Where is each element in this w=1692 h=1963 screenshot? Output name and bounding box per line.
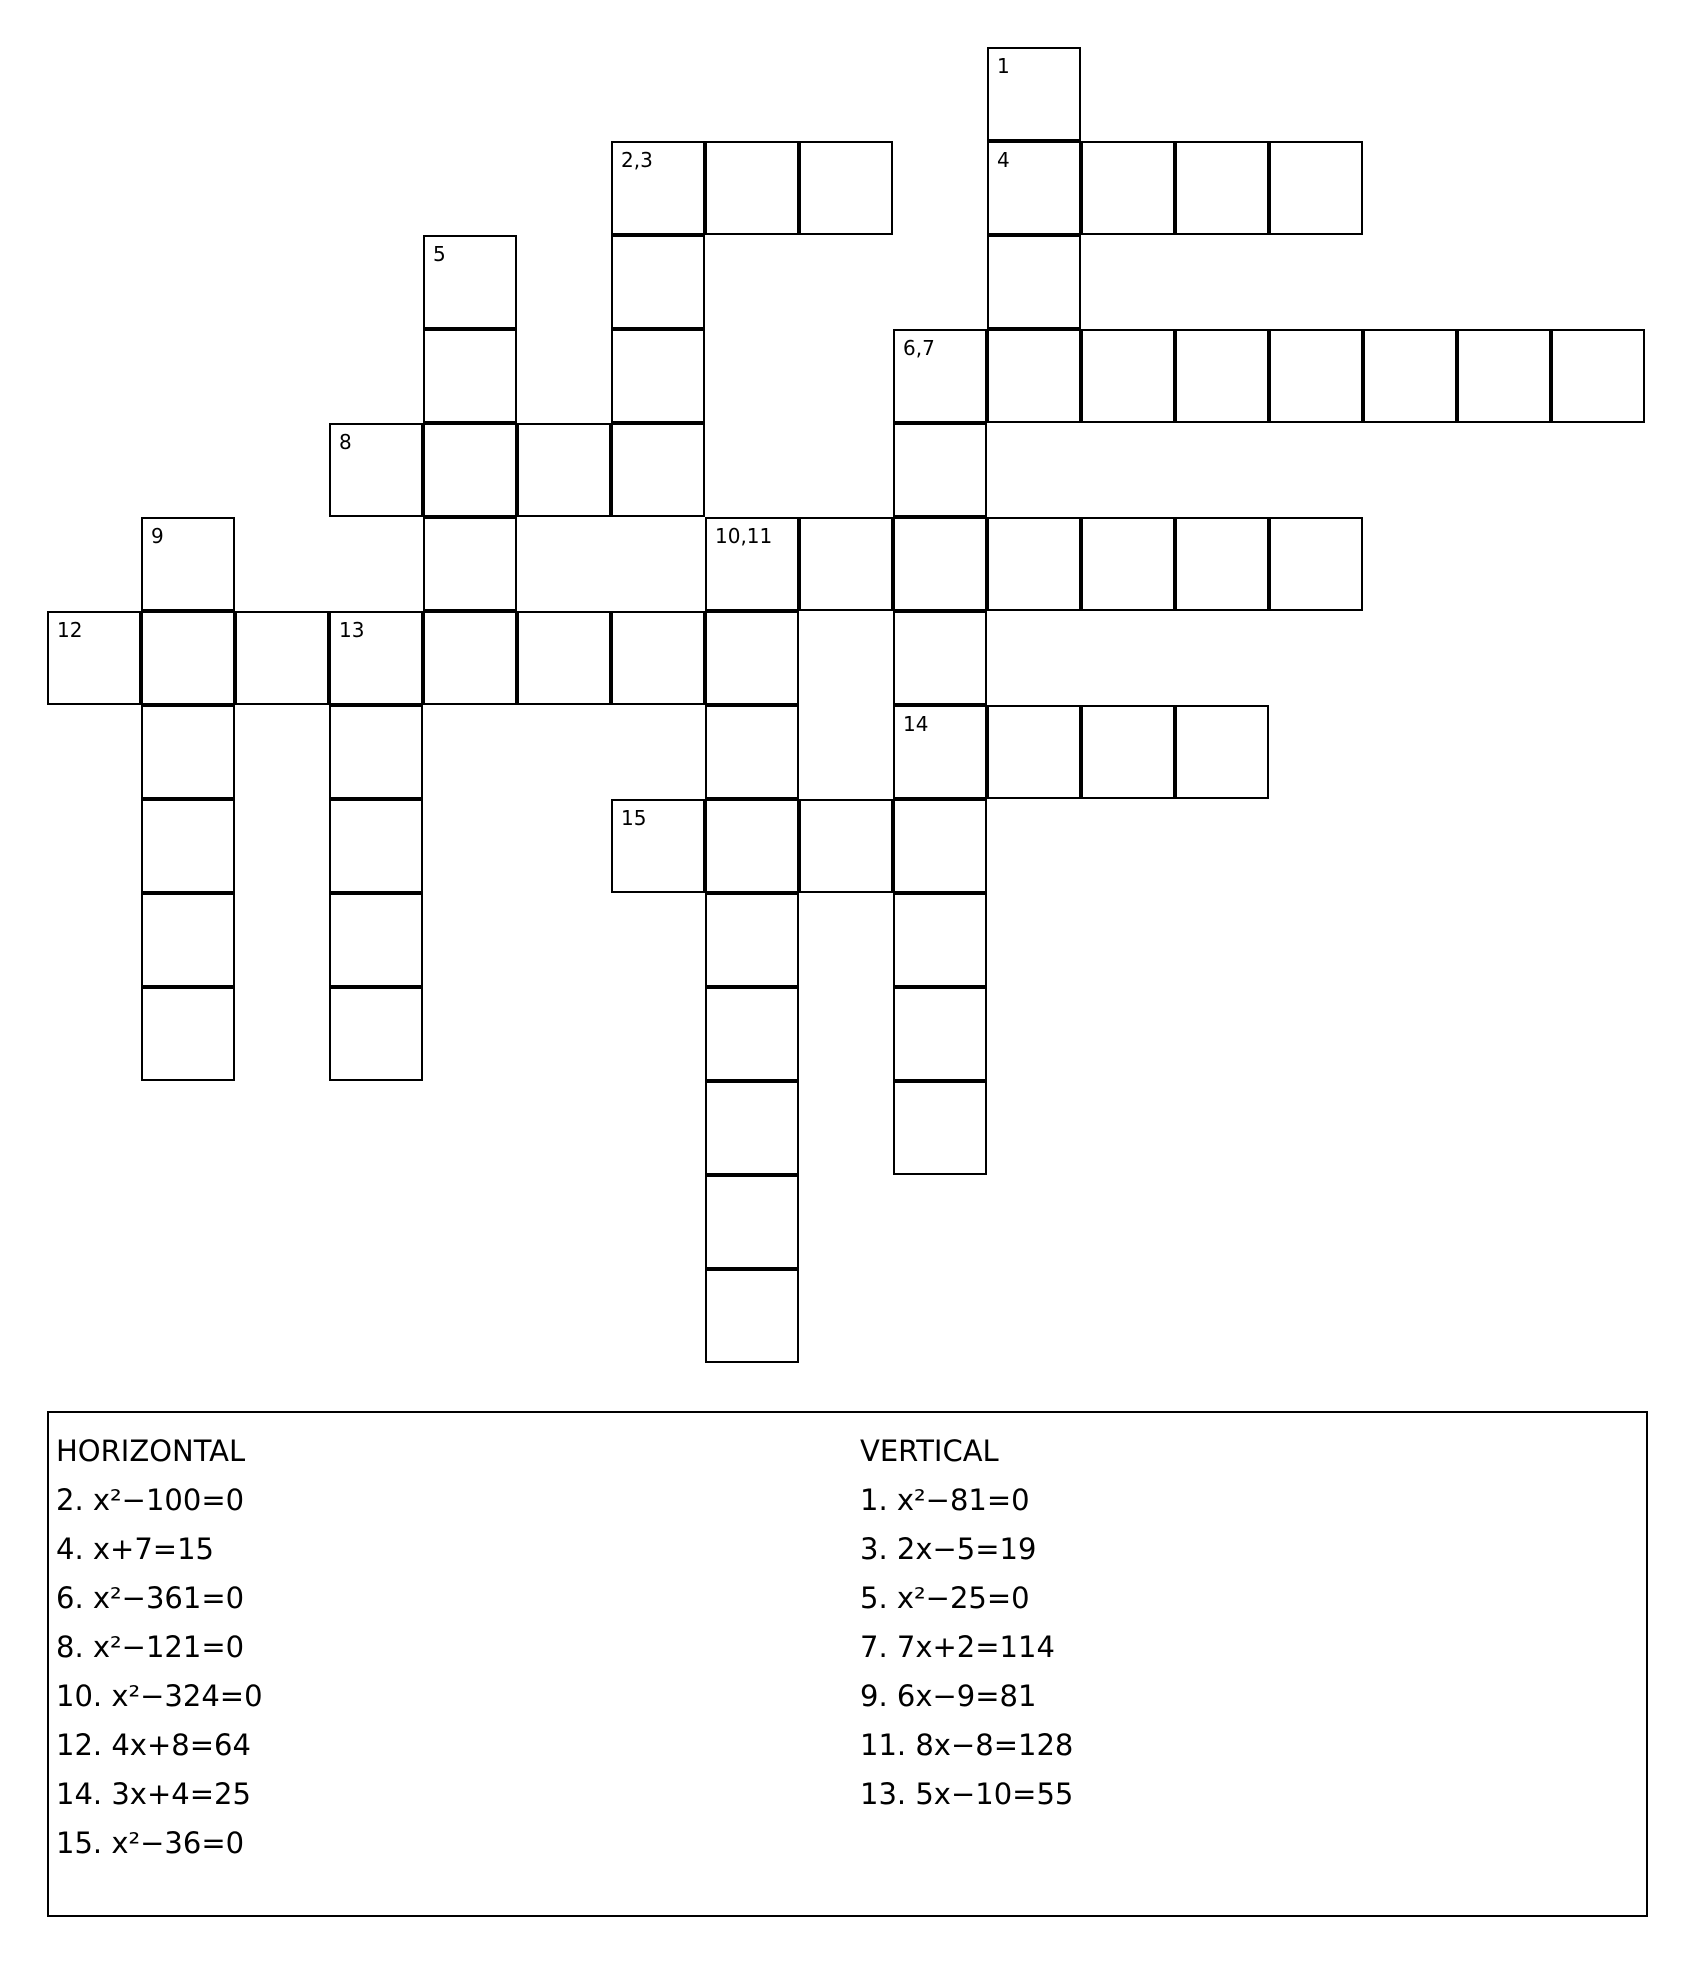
- grid-cell[interactable]: [423, 611, 517, 705]
- grid-cell[interactable]: [1175, 517, 1269, 611]
- grid-cell[interactable]: [141, 705, 235, 799]
- grid-cell[interactable]: [1551, 329, 1645, 423]
- horizontal-clue: 4. x+7=15: [56, 1532, 214, 1566]
- grid-cell[interactable]: [611, 611, 705, 705]
- grid-cell[interactable]: [1363, 329, 1457, 423]
- grid-cell[interactable]: [1081, 141, 1175, 235]
- horizontal-clue: 12. 4x+8=64: [56, 1728, 251, 1762]
- clue-number: 12: [57, 618, 83, 642]
- grid-cell[interactable]: [423, 235, 517, 329]
- grid-cell[interactable]: [893, 423, 987, 517]
- grid-cell[interactable]: [141, 799, 235, 893]
- grid-cell[interactable]: [705, 705, 799, 799]
- grid-cell[interactable]: [329, 893, 423, 987]
- grid-cell[interactable]: [893, 611, 987, 705]
- clue-number: 2,3: [621, 148, 653, 172]
- grid-cell[interactable]: [1269, 517, 1363, 611]
- grid-cell[interactable]: [1081, 517, 1175, 611]
- clue-number: 14: [903, 712, 929, 736]
- horizontal-clue: 8. x²−121=0: [56, 1630, 245, 1664]
- clue-number: 8: [339, 430, 352, 454]
- grid-cell[interactable]: [893, 987, 987, 1081]
- grid-cell[interactable]: [705, 1175, 799, 1269]
- grid-cell[interactable]: [611, 799, 705, 893]
- grid-cell[interactable]: [1269, 141, 1363, 235]
- grid-cell[interactable]: [1081, 329, 1175, 423]
- grid-cell[interactable]: [329, 799, 423, 893]
- clue-number: 6,7: [903, 336, 935, 360]
- clue-number: 4: [997, 148, 1010, 172]
- grid-cell[interactable]: [141, 893, 235, 987]
- grid-cell[interactable]: [47, 611, 141, 705]
- grid-cell[interactable]: [799, 517, 893, 611]
- vertical-clue: 7. 7x+2=114: [860, 1630, 1055, 1664]
- grid-cell[interactable]: [1175, 141, 1269, 235]
- grid-cell[interactable]: [517, 423, 611, 517]
- grid-cell[interactable]: [329, 987, 423, 1081]
- horizontal-clue: 15. x²−36=0: [56, 1826, 245, 1860]
- clue-number: 13: [339, 618, 365, 642]
- grid-cell[interactable]: [893, 517, 987, 611]
- grid-cell[interactable]: [611, 423, 705, 517]
- grid-cell[interactable]: [141, 611, 235, 705]
- grid-cell[interactable]: [611, 141, 705, 235]
- grid-cell[interactable]: [329, 705, 423, 799]
- grid-cell[interactable]: [1457, 329, 1551, 423]
- grid-cell[interactable]: [705, 1081, 799, 1175]
- grid-cell[interactable]: [1175, 705, 1269, 799]
- horizontal-heading: HORIZONTAL: [56, 1434, 246, 1468]
- grid-cell[interactable]: [235, 611, 329, 705]
- grid-cell[interactable]: [799, 799, 893, 893]
- grid-cell[interactable]: [705, 141, 799, 235]
- grid-cell[interactable]: [893, 705, 987, 799]
- grid-cell[interactable]: [423, 423, 517, 517]
- grid-cell[interactable]: [987, 329, 1081, 423]
- grid-cell[interactable]: [1081, 705, 1175, 799]
- grid-cell[interactable]: [893, 1081, 987, 1175]
- grid-cell[interactable]: [987, 47, 1081, 141]
- clue-number: 15: [621, 806, 647, 830]
- grid-cell[interactable]: [987, 517, 1081, 611]
- grid-cell[interactable]: [799, 141, 893, 235]
- grid-cell[interactable]: [893, 893, 987, 987]
- horizontal-clues: [56, 1427, 263, 1868]
- grid-cell[interactable]: [329, 611, 423, 705]
- grid-cell[interactable]: [705, 893, 799, 987]
- horizontal-clue: 2. x²−100=0: [56, 1483, 245, 1517]
- vertical-clue: 1. x²−81=0: [860, 1483, 1030, 1517]
- grid-cell[interactable]: [517, 611, 611, 705]
- grid-cell[interactable]: [893, 329, 987, 423]
- grid-cell[interactable]: [987, 141, 1081, 235]
- grid-cell[interactable]: [611, 329, 705, 423]
- vertical-heading: VERTICAL: [860, 1434, 999, 1468]
- grid-cell[interactable]: [705, 799, 799, 893]
- vertical-clue: 13. 5x−10=55: [860, 1777, 1074, 1811]
- clue-number: 9: [151, 524, 164, 548]
- grid-cell[interactable]: [705, 1269, 799, 1363]
- grid-cell[interactable]: [611, 235, 705, 329]
- grid-cell[interactable]: [329, 423, 423, 517]
- horizontal-clue: 6. x²−361=0: [56, 1581, 245, 1615]
- grid-cell[interactable]: [141, 987, 235, 1081]
- grid-cell[interactable]: [705, 517, 799, 611]
- grid-cell[interactable]: [141, 517, 235, 611]
- vertical-clue: 5. x²−25=0: [860, 1581, 1030, 1615]
- grid-cell[interactable]: [1269, 329, 1363, 423]
- clue-number: 1: [997, 54, 1010, 78]
- grid-cell[interactable]: [423, 329, 517, 423]
- horizontal-clue: 10. x²−324=0: [56, 1679, 263, 1713]
- grid-cell[interactable]: [987, 705, 1081, 799]
- vertical-clue: 3. 2x−5=19: [860, 1532, 1037, 1566]
- vertical-clues: [860, 1427, 1073, 1819]
- grid-cell[interactable]: [705, 611, 799, 705]
- grid-cell[interactable]: [987, 235, 1081, 329]
- vertical-clue: 9. 6x−9=81: [860, 1679, 1037, 1713]
- grid-cell[interactable]: [893, 799, 987, 893]
- grid-cell[interactable]: [705, 987, 799, 1081]
- vertical-clue: 11. 8x−8=128: [860, 1728, 1074, 1762]
- grid-cell[interactable]: [1175, 329, 1269, 423]
- horizontal-clue: 14. 3x+4=25: [56, 1777, 251, 1811]
- clue-number: 10,11: [715, 524, 773, 548]
- clue-number: 5: [433, 242, 446, 266]
- clues-box: [47, 1411, 1648, 1917]
- grid-cell[interactable]: [423, 517, 517, 611]
